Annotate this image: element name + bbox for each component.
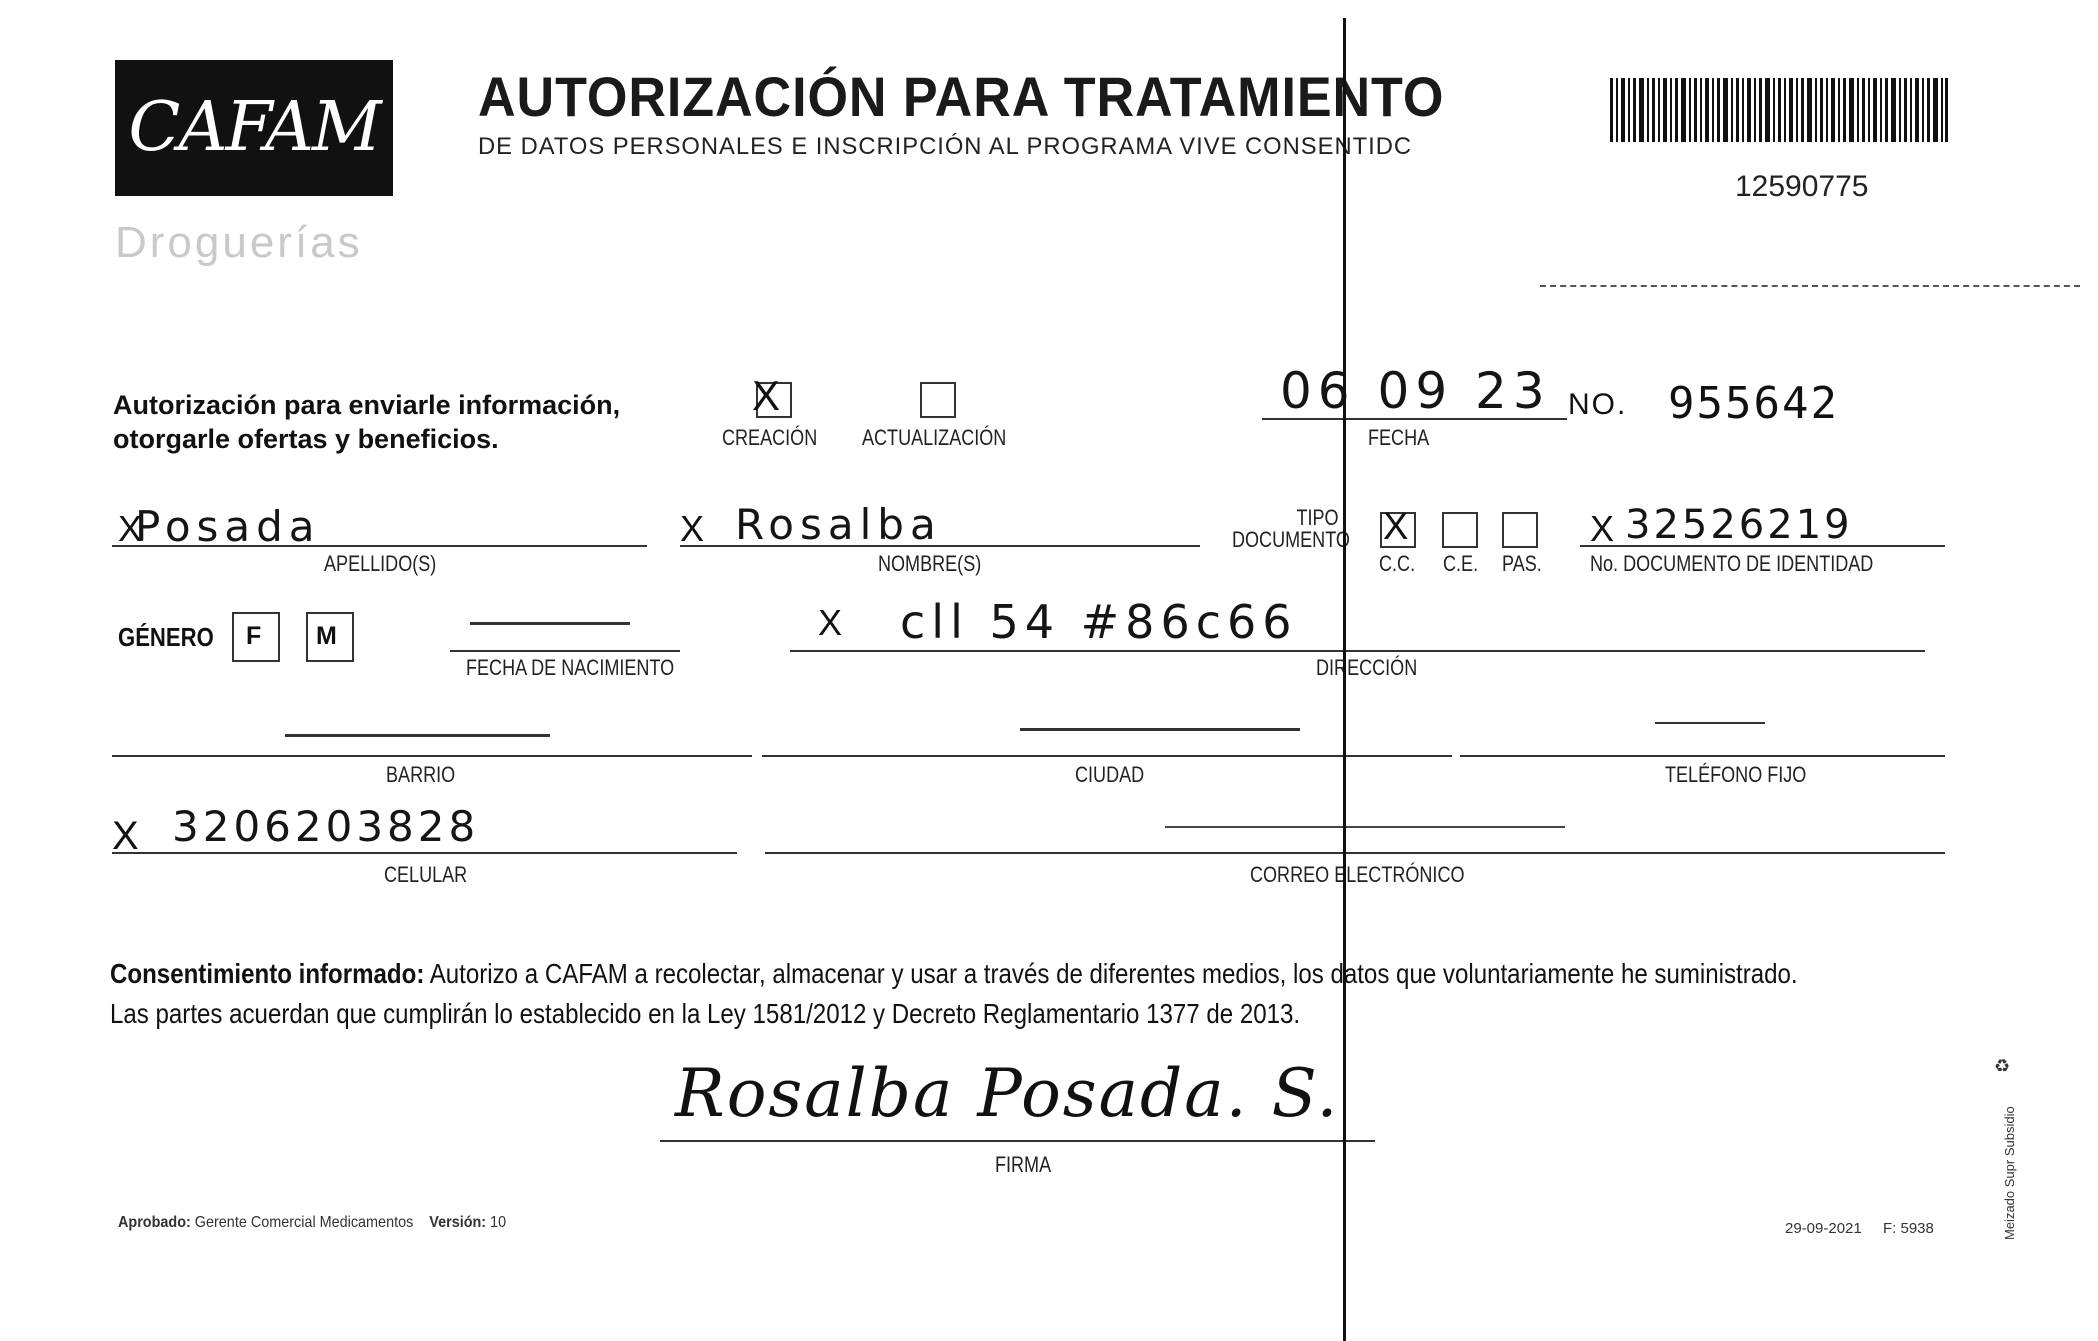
ciudad-line [762,755,1452,757]
ciudad-scribble [1020,728,1300,731]
nombre-label: NOMBRE(S) [878,551,982,576]
telefono-label: TELÉFONO FIJO [1665,762,1807,787]
genero-f-label: F [246,622,262,650]
nombre-x-mark: X [680,508,705,549]
nombre-value: Rosalba [735,500,942,549]
consent-text-2: Las partes acuerdan que cumplirán lo establecido en la Ley 1581/2012 y Decreto Reglamentario 1377 de 2013. [110,998,1301,1029]
firma-label: FIRMA [995,1152,1052,1177]
telefono-scribble [1655,722,1765,724]
no-label: NO. [1568,388,1628,421]
footer-code: F: 5938 [1883,1220,1934,1237]
cafam-logo: CAFAM [115,60,393,196]
drogerias-logo-text: Droguerías [115,218,363,267]
documento-line [1580,545,1945,547]
cut-line [1540,285,2080,287]
tipo-documento-label: TIPO DOCUMENTO [1232,505,1350,552]
celular-x-mark: X [112,814,139,858]
aprobado-label: Aprobado: [118,1214,191,1231]
apellido-line [112,545,647,547]
celular-label: CELULAR [384,862,468,887]
no-value: 955642 [1668,378,1839,429]
direccion-x-mark: X [818,602,843,643]
barrio-label: BARRIO [386,762,456,787]
fecha-value: 06 09 23 [1280,362,1551,420]
actualizacion-checkbox[interactable] [920,382,956,418]
direccion-value: cll 54 #86c66 [900,595,1298,649]
version-value: 10 [490,1214,507,1231]
correo-label: CORREO ELECTRÓNICO [1250,862,1465,887]
ce-checkbox[interactable] [1442,512,1478,548]
celular-line [112,852,737,854]
footer-approval [118,1214,506,1232]
aprobado-value: Gerente Comercial Medicamentos [194,1214,414,1231]
correo-scribble [1165,826,1565,828]
creacion-check-mark: X [752,372,781,419]
barcode-number: 12590775 [1735,170,1869,203]
consent-text-1: Autorizo a CAFAM a recolectar, almacenar y usar a través de diferentes medios, los datos que voluntariamente he suministrado. [429,958,1798,989]
fecha-line [1262,418,1567,420]
ce-label: C.E. [1443,551,1479,576]
ciudad-label: CIUDAD [1075,762,1145,787]
genero-label: GÉNERO [118,622,214,652]
documento-x-mark: X [1590,508,1615,549]
apellido-label: APELLIDO(S) [324,551,437,576]
creacion-label: CREACIÓN [722,425,818,450]
fecha-nacimiento-line [450,650,680,652]
barrio-scribble [285,734,550,737]
cc-check-mark: X [1383,506,1409,548]
fecha-label: FECHA [1368,425,1430,450]
apellido-x-mark: X [118,508,143,549]
documento-label: No. DOCUMENTO DE IDENTIDAD [1590,551,1874,576]
side-note: Meizado Supr Subsidio [2002,1106,2017,1240]
signature-line [660,1140,1375,1142]
cc-label: C.C. [1379,551,1416,576]
pas-checkbox[interactable] [1502,512,1538,548]
consent-heading: Consentimiento informado: [110,958,425,989]
apellido-value: Posada [135,502,321,551]
correo-line [765,852,1945,854]
footer-date: 29-09-2021 [1785,1220,1862,1237]
celular-value: 3206203828 [172,802,480,851]
pas-label: PAS. [1502,551,1542,576]
recycle-icon: ♻ [1994,1056,2011,1076]
direccion-label: DIRECCIÓN [1316,655,1418,680]
fold-line [1343,18,1346,1341]
fecha-nacimiento-label: FECHA DE NACIMIENTO [466,655,675,680]
version-label: Versión: [429,1214,487,1231]
nombre-line [680,545,1200,547]
form-title: AUTORIZACIÓN PARA TRATAMIENTO [478,65,1445,128]
telefono-line [1460,755,1945,757]
direccion-line [790,650,1925,652]
consent-line-1 [110,958,1798,990]
authorization-prompt: Autorización para enviarle información, otorgarle ofertas y beneficios. [113,390,621,454]
form-subtitle: DE DATOS PERSONALES E INSCRIPCIÓN AL PROGRAMA VIVE CONSENTIDC [478,133,1412,160]
barcode-image [1610,78,1948,142]
signature-image: Rosalba Posada. S. [675,1055,1340,1132]
genero-m-label: M [316,622,337,650]
documento-value: 32526219 [1625,502,1853,548]
fecha-nacimiento-scribble [470,622,630,625]
barrio-line [112,755,752,757]
actualizacion-label: ACTUALIZACIÓN [862,425,1007,450]
